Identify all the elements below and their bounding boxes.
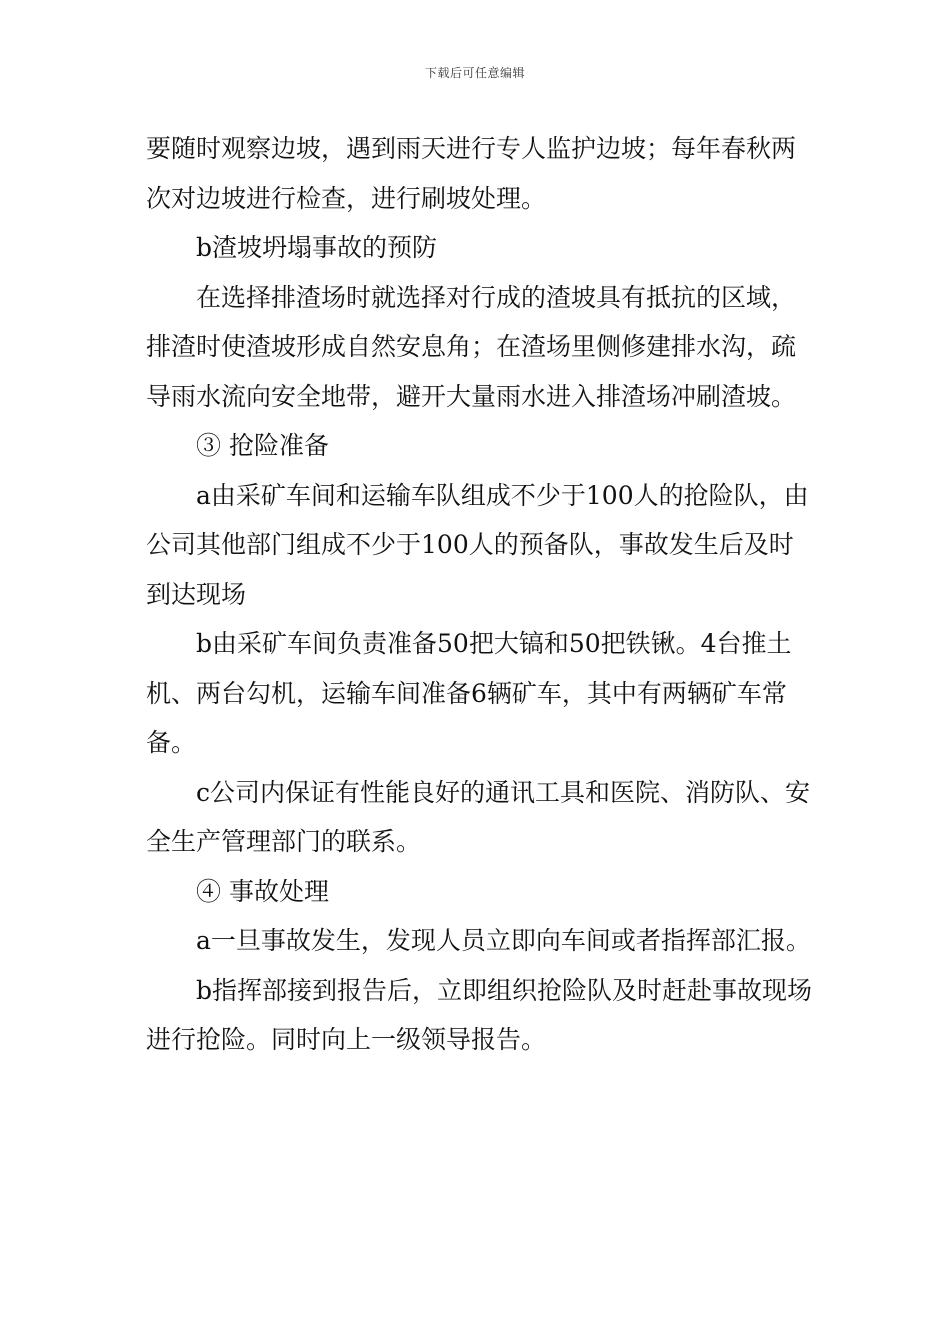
paragraph-command-response: b指挥部接到报告后，立即组织抢险队及时赶赴事故现场进行抢险。同时向上一级领导报告。 xyxy=(146,975,813,1054)
paragraph-heading-accident-handling: ④ 事故处理 xyxy=(196,876,329,906)
paragraph-report-accident: a一旦事故发生，发现人员立即向车间或者指挥部汇报。 xyxy=(196,926,811,955)
document-body xyxy=(146,124,816,1065)
paragraph-rescue-team: a由采矿车间和运输车队组成不少于100人的抢险队，由公司其他部门组成不少于100人的预备队，事故发生后及时到达现场 xyxy=(146,480,809,609)
paragraph-equipment: b由采矿车间负责准备50把大镐和50把铁锹。4台推土机、两台勾机，运输车间准备6辆矿车，其中有两辆矿车常备。 xyxy=(146,629,792,757)
paragraph-communication: c公司内保证有性能良好的通讯工具和医院、消防队、安全生产管理部门的联系。 xyxy=(146,777,811,856)
paragraph-slag-site-selection: 在选择排渣场时就选择对行成的渣坡具有抵抗的区域，排渣时使渣坡形成自然安息角；在渣场里侧修建排水沟，疏导雨水流向安全地带，避开大量雨水进入排渣场冲刷渣坡。 xyxy=(146,282,797,411)
paragraph-heading-rescue-preparation: ③ 抢险准备 xyxy=(196,431,329,460)
page-header: 下载后可任意编辑 xyxy=(424,66,525,80)
paragraph-heading-slag-collapse-prevention: b渣坡坍塌事故的预防 xyxy=(196,233,438,262)
paragraph-slope-observation: 要随时观察边坡，遇到雨天进行专人监护边坡；每年春秋两次对边坡进行检查，进行刷坡处理。 xyxy=(146,134,797,213)
